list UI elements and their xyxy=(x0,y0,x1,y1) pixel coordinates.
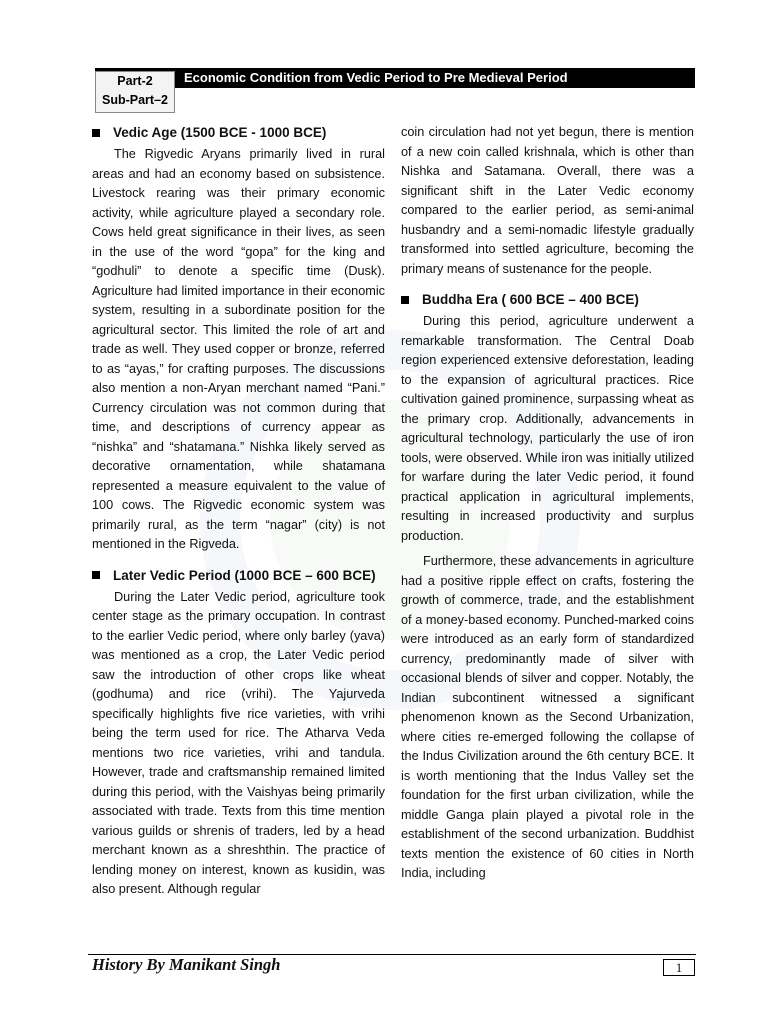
part-label: Part-2 xyxy=(117,74,153,88)
section-heading-buddha xyxy=(401,290,694,310)
section-heading-buddha-text: Buddha Era ( 600 BCE – 400 BCE) xyxy=(422,292,639,307)
part-label-box xyxy=(95,71,175,113)
paragraph-buddha-2: Furthermore, these advancements in agriculture had a positive ripple effect on crafts, fostering the growth of commerce, trade, and the establishment of a money-based economy. Punched-marked coins were introduced as an early form of standardized currency, predominantly made of silver with occasional blends of silver and copper. Notably, the Indian subcontinent witnessed a significant phenomenon known as the Second Urbanization, where cities re-emerged following the collapse of the Indus Civilization around the 6th century BCE. It is worth mentioning that the Indus Valley set the foundation for the first urban civilization, while the middle Ganga plain played a pivotal role in the establishment of the second urbanization. Buddhist texts mention the existence of 60 cities in North India, including xyxy=(401,554,694,880)
section-heading-later-vedic-text: Later Vedic Period (1000 BCE – 600 BCE) xyxy=(113,567,376,583)
paragraph-later-vedic-continued: coin circulation had not yet begun, there is mention of a new coin called krishnala, which is other than Nishka and Satamana. Overall, there was a significant shift in the Later Vedic economy compared to the earlier period, as semi-animal husbandry and a semi-nomadic lifestyle gradually transformed into settled agriculture, becoming the primary means of sustenance for the people. xyxy=(401,125,694,276)
square-bullet-icon xyxy=(92,129,100,137)
section-heading-vedic-text: Vedic Age (1500 BCE - 1000 BCE) xyxy=(113,125,327,140)
subpart-label: Sub-Part–2 xyxy=(102,93,168,107)
section-heading-vedic xyxy=(92,123,385,143)
square-bullet-icon xyxy=(401,296,409,304)
page-title: Economic Condition from Vedic Period to Pre Medieval Period xyxy=(184,70,568,85)
paragraph-later-vedic: During the Later Vedic period, agriculture took center stage as the primary occupation. In contrast to the earlier Vedic period, where only barley (yava) was mentioned as a crop, the Later Vedic period saw the introduction of other crops like wheat (godhuma) and rice (vrihi). The Yajurveda specifically highlights five rice varieties, with vrihi being the term used for rice. The Atharva Veda mentions two rice varieties, vrihi and tandula. However, trade and craftsmanship remained limited during this period, with the Vaishyas being primarily associated with trade. Texts from this time mention various guilds or shrenis of traders, led by a head merchant known as a shreshthin. The practice of lending money on interest, known as kusidin, was also present. Although regular xyxy=(92,589,385,896)
footer-author: History By Manikant Singh xyxy=(92,955,281,974)
paragraph-buddha-1: During this period, agriculture underwent a remarkable transformation. The Central Doab region experienced extensive deforestation, leading to the expansion of agricultural practices. Rice cultivation gained prominence, surpassing wheat as the primary crop. Additionally, advancements in agricultural technology, particularly the use of iron tools, were observed. While iron was initially utilized for warfare during the later Vedic period, it found practical application in agricultural implements, resulting in increased productivity and surplus production. xyxy=(401,314,694,543)
left-column xyxy=(92,123,385,900)
square-bullet-icon xyxy=(92,571,100,579)
page-number: 1 xyxy=(663,959,695,976)
right-column xyxy=(401,123,694,884)
paragraph-vedic: The Rigvedic Aryans primarily lived in rural areas and had an economy based on subsistence. Livestock rearing was their primary economic activity, while agriculture played a secondary role. Cows held great significance in their lives, as seen in the use of the word “gopa” for the king and “godhuli” to denote a specific time (Dusk). Agriculture had limited importance in their economic system, resulting in a subordinate position for the agricultural sector. This limited the role of art and trade as well. They used copper or bronze, referred to as “ayas,” for crafting purposes. The discussions also mention a non-Aryan merchant named “Pani.” Currency circulation was not common during that time, and descriptions of currency appear as “nishka” and “shatamana.” Nishka likely served as decorative ornamentation, while shatamana represented a measure equivalent to the value of 100 cows. The Rigvedic economic system was primarily rural, as the term “nagar” (city) is not mentioned in the Rigveda. xyxy=(92,147,385,551)
section-heading-later-vedic xyxy=(92,566,385,586)
